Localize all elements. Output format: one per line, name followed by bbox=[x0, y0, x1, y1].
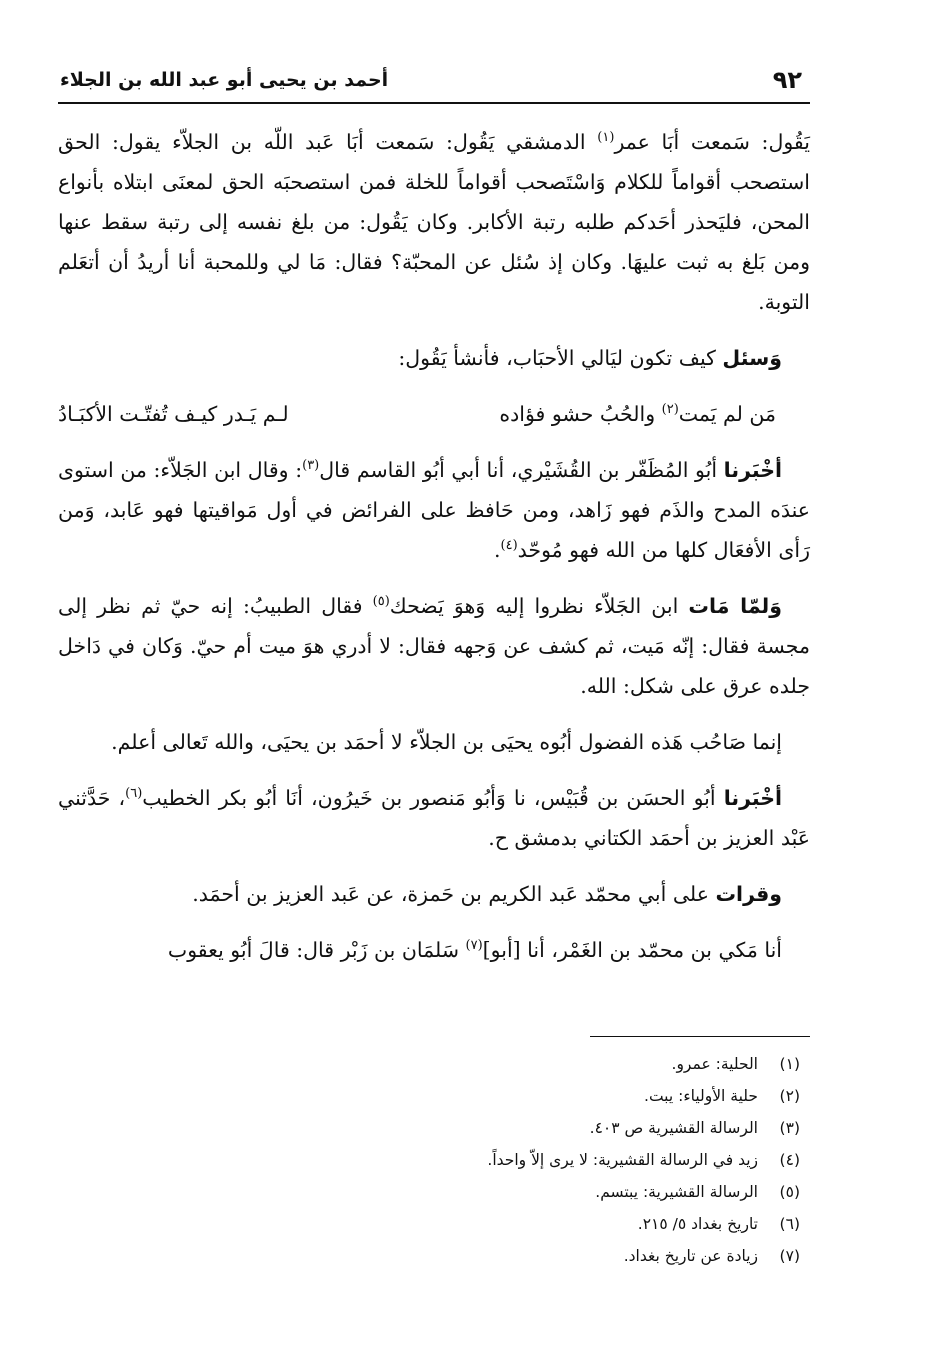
paragraph-text: كيف تكون ليَالي الأحبَاب، فأنشأ يَقُول: bbox=[398, 346, 723, 370]
paragraph-7 bbox=[58, 874, 810, 914]
footnote-ref: (٦) bbox=[125, 786, 143, 802]
paragraph-text: إنما صَاحُب هَذه الفضول أبُوه يحيَى بن الجلاّء لا أحمَد بن يحيَى، والله تَعالى أعلم. bbox=[111, 730, 782, 754]
footnote-number: (٣) bbox=[779, 1119, 800, 1137]
paragraph-text: أبُو الحسَن بن قُبَيْس، نا وَأبُو مَنصور بن خَيرُون، أنَا أبُو بكر الخطيب bbox=[142, 786, 724, 810]
paragraph-text: سَلمَان بن زَبْر قال: قالَ أبُو يعقوب bbox=[167, 938, 466, 962]
footnote-ref: (٢) bbox=[661, 402, 679, 418]
paragraph-text: يَقُول: سَمعت أبَا عمر bbox=[614, 130, 811, 154]
footnote-ref: (٣) bbox=[302, 458, 320, 474]
paragraph-text: أبُو المُظَفّر بن القُشَيْري، أنا أبي أبُو القاسم قال bbox=[319, 458, 724, 482]
footnote-item bbox=[58, 1208, 800, 1240]
footnote-item bbox=[58, 1240, 800, 1272]
footnote-ref: (٤) bbox=[500, 538, 518, 554]
book-page bbox=[58, 0, 810, 1345]
page-header bbox=[58, 58, 810, 104]
paragraph-text: ، حَدَّثني عَبْد العزيز بن أحمَد الكتاني بدمشق ح. bbox=[58, 786, 810, 850]
footnote-number: (٧) bbox=[779, 1247, 800, 1265]
lead-word: وقرات bbox=[715, 882, 782, 906]
footnote-item bbox=[58, 1080, 800, 1112]
paragraph-2 bbox=[58, 338, 810, 378]
footnote-number: (١) bbox=[779, 1055, 800, 1073]
footnote-divider bbox=[590, 1036, 810, 1037]
paragraph-5 bbox=[58, 722, 810, 762]
footnote-item bbox=[58, 1144, 800, 1176]
running-title: أحمد بن يحيى أبو عبد الله بن الجلاء bbox=[60, 69, 389, 91]
main-text bbox=[58, 122, 810, 986]
lead-word: وَسئل bbox=[722, 346, 782, 370]
footnote-text: الرسالة القشيرية ص ٤٠٣. bbox=[589, 1119, 758, 1137]
paragraph-text: فقال الطبيبُ: إنه حيّ ثم نظر إلى مجسة فقال: إنّه مَيت، ثم كشف عن وَجهه فقال: لا أدري هوَ ميت أم حيّ. وَكان في دَاخل جلده عرق على شكل: الله. bbox=[58, 594, 810, 698]
page-number: ٩٢ bbox=[772, 66, 802, 94]
footnote-text: حلية الأولياء: يبت. bbox=[644, 1087, 758, 1105]
footnote-number: (٦) bbox=[779, 1215, 800, 1233]
verse-first-hemistich bbox=[499, 394, 776, 434]
footnotes bbox=[58, 1048, 800, 1272]
paragraph-4 bbox=[58, 586, 810, 706]
paragraph-text: ابن الجَلاّء نظروا إليه وَهوَ يَضحك bbox=[389, 594, 689, 618]
footnote-text: الرسالة القشيرية: يبتسم. bbox=[595, 1183, 758, 1201]
lead-word: أخْبَرنا bbox=[723, 458, 782, 482]
footnote-text: تاريخ بغداد ٥/ ٢١٥. bbox=[637, 1215, 758, 1233]
footnote-text: زيد في الرسالة القشيرية: لا يرى إلاّ واحداً. bbox=[487, 1151, 758, 1169]
footnote-ref: (٧) bbox=[465, 938, 483, 954]
verse-text: مَن لم يَمت bbox=[678, 402, 776, 426]
footnote-ref: (١) bbox=[597, 130, 615, 146]
poetry-verse bbox=[58, 394, 810, 434]
footnote-number: (٤) bbox=[779, 1151, 800, 1169]
paragraph-1 bbox=[58, 122, 810, 322]
footnote-ref: (٥) bbox=[372, 594, 390, 610]
verse-second-hemistich: لـم يَـدر كيـف تُفتّـت الأكبَـادُ bbox=[58, 402, 289, 426]
paragraph-8 bbox=[58, 930, 810, 970]
lead-word: أخْبَرنا bbox=[723, 786, 783, 810]
footnote-item bbox=[58, 1176, 800, 1208]
paragraph-text: على أبي محمّد عَبد الكريم بن حَمزة، عن عَبد العزيز بن أحمَد. bbox=[192, 882, 716, 906]
paragraph-text: أنا مَكي بن محمّد بن الغَمْر، أنا [أبو] bbox=[482, 938, 782, 962]
paragraph-3 bbox=[58, 450, 810, 570]
paragraph-text: . bbox=[493, 538, 501, 562]
verse-text: والحُبُ حشو فؤاده bbox=[499, 402, 662, 426]
footnote-text: زيادة عن تاريخ بغداد. bbox=[623, 1247, 758, 1265]
lead-word: وَلمّا مَات bbox=[688, 594, 782, 618]
footnote-number: (٢) bbox=[779, 1087, 800, 1105]
footnote-number: (٥) bbox=[779, 1183, 800, 1201]
footnote-text: الحلية: عمرو. bbox=[671, 1055, 758, 1073]
footnote-item bbox=[58, 1112, 800, 1144]
paragraph-text: : وقال ابن الجَلاّء: من استوى عندَه المدح والذَم فهو زَاهد، ومن حَافظ على الفرائض في أول مَواقيتها فهو عَابد، وَمن رَأى الأفعَال كلها من الله فهو مُوحّد bbox=[58, 458, 810, 562]
paragraph-6 bbox=[58, 778, 810, 858]
footnote-item bbox=[58, 1048, 800, 1080]
paragraph-text: الدمشقي يَقُول: سَمعت أبَا عَبد اللّه بن الجلاّء يقول: الحق استصحب أقواماً للكلام وَاسْتَصحب أقواماً للخلة فمن استصحبَه الحق لمعنَى ابتلاه بأنواع المحن، فليَحذر أحَدكم طلبه رتبة الأكابر. وكان يَقُول: من بلغ نفسه إلى رتبة سقط عنها ومن بَلغ به ثبت عليهَا. وكان إذ سُئل عن المحبّة؟ فقال: مَا لي وللمحبة أنا أريدُ أن أتعَلم التوبة. bbox=[58, 130, 810, 314]
